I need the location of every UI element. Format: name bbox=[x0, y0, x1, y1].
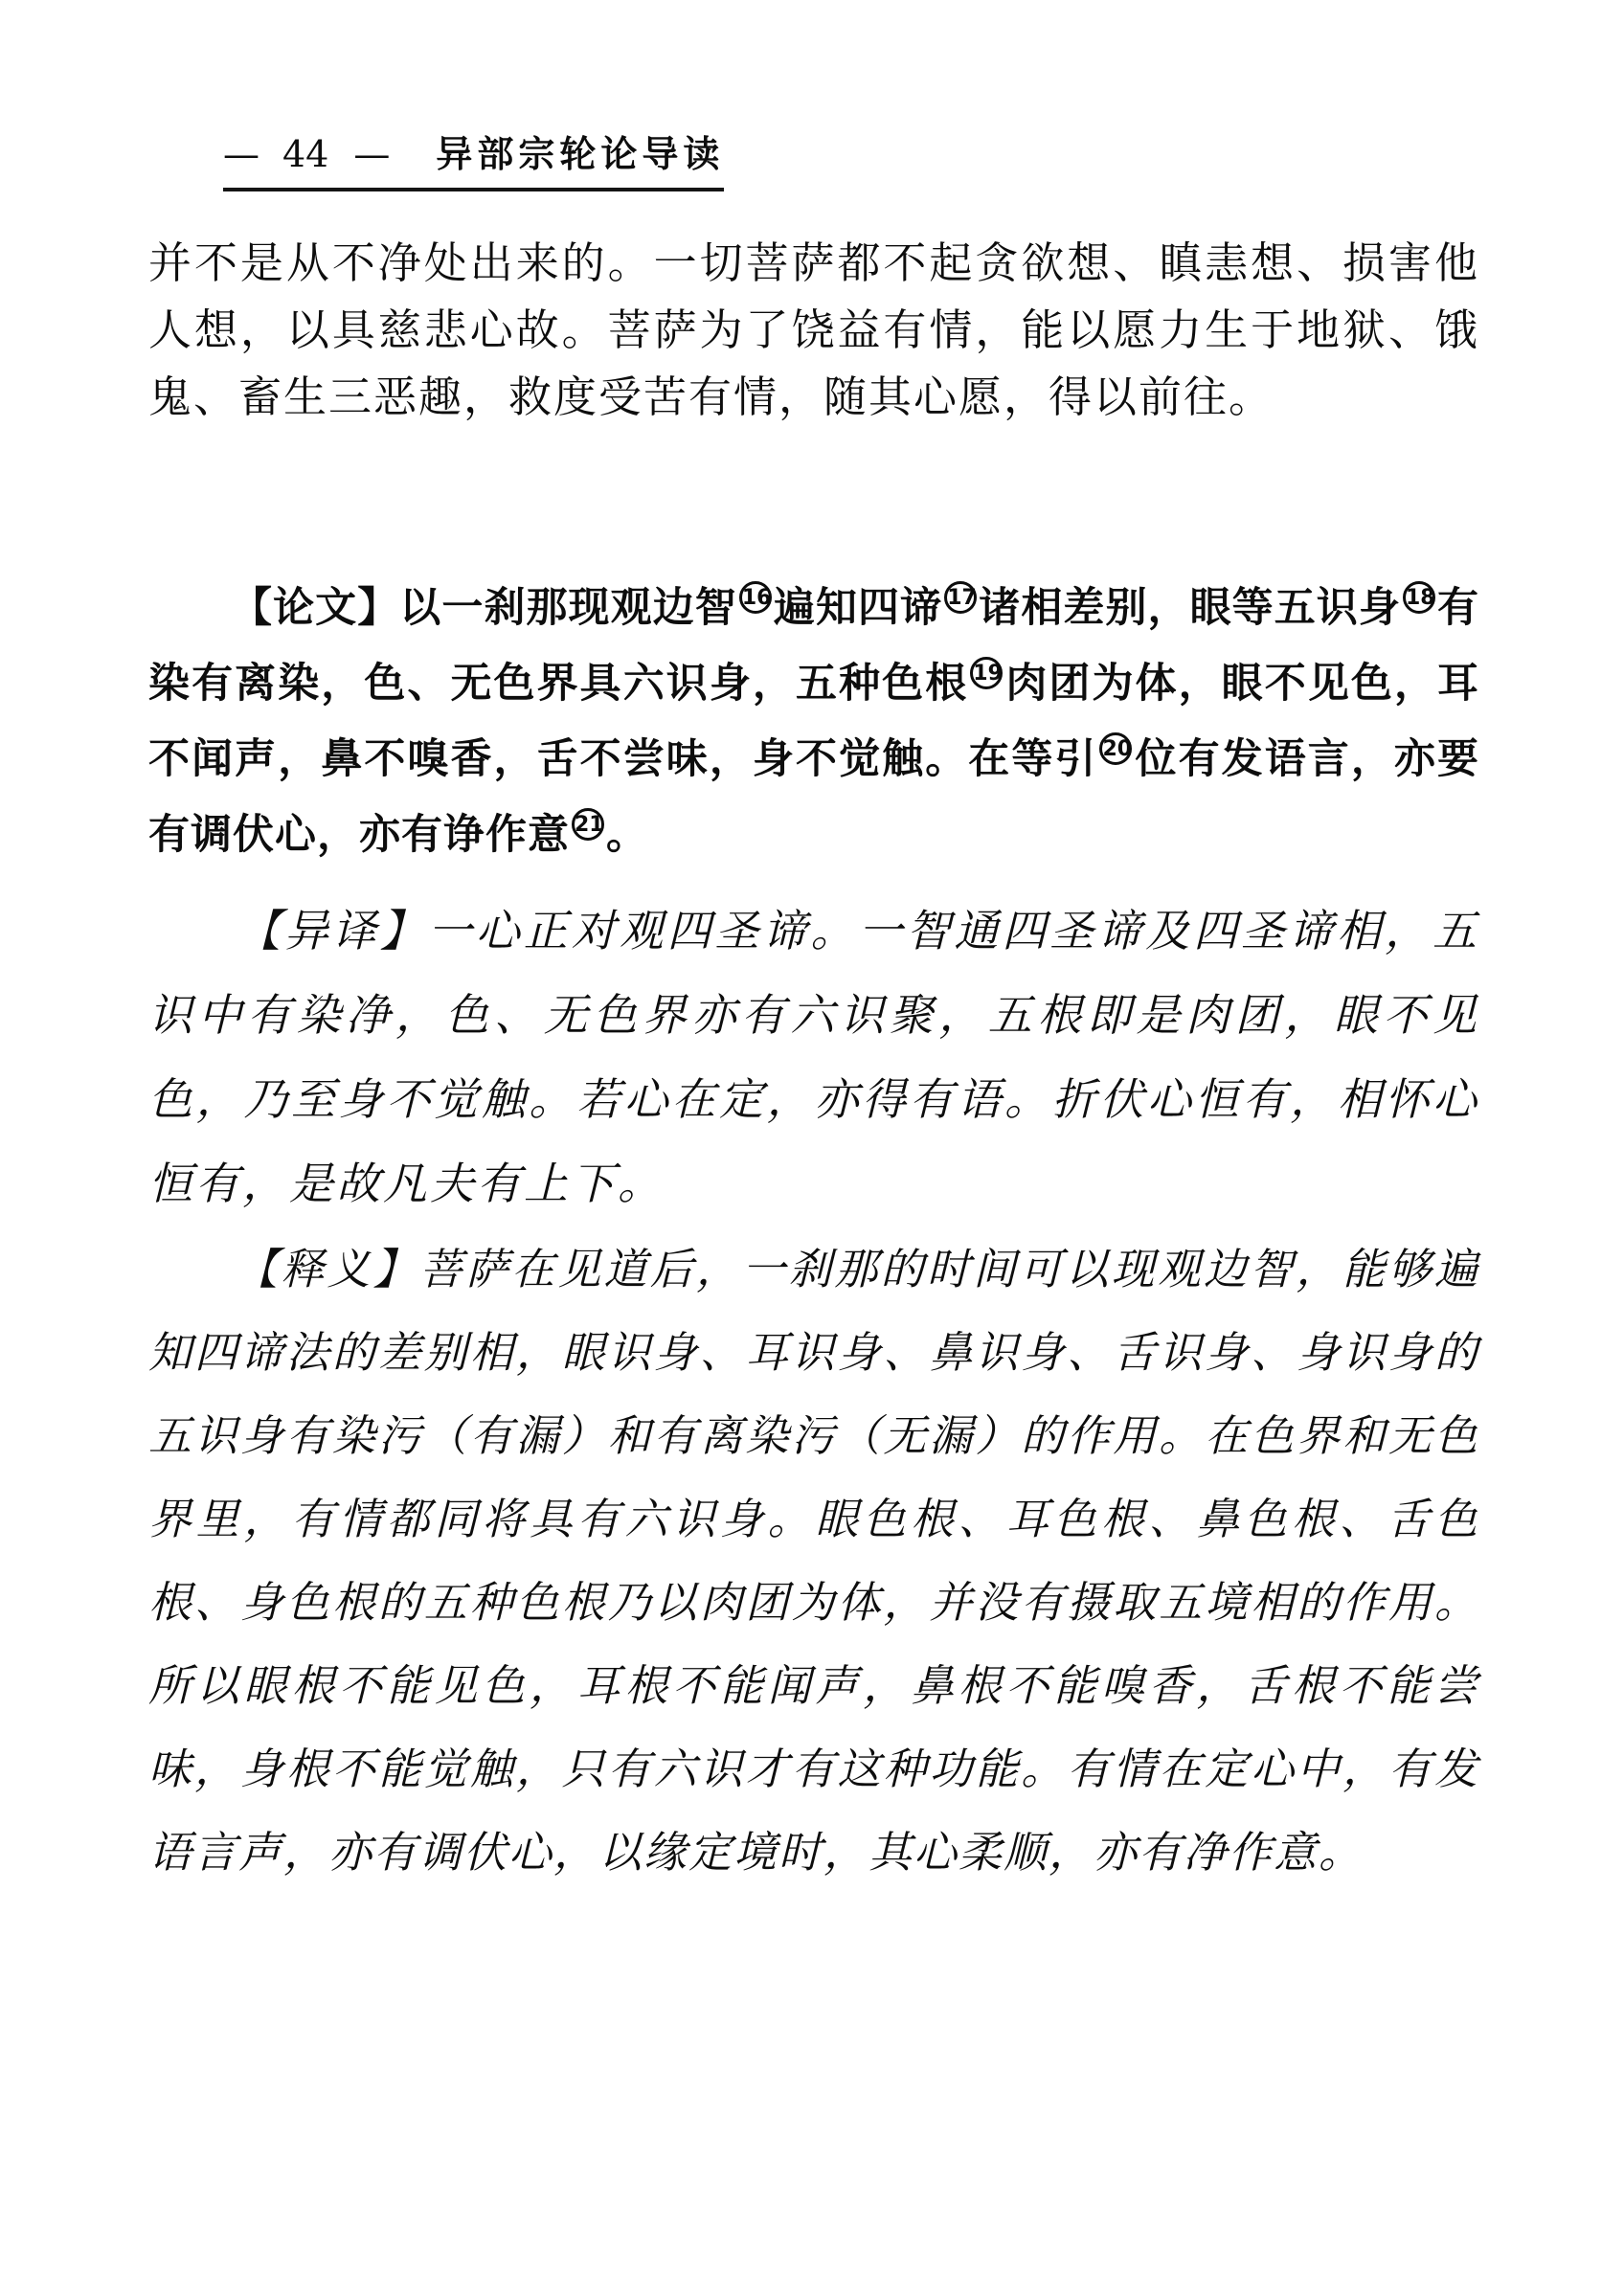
shiyi-text: 菩萨在见道后，一刹那的时间可以现观边智，能够遍知四谛法的差别相，眼识身、耳识身、鼻识身、舌识身、身识身的五识身有染污（有漏）和有离染污（无漏）的作用。在色界和无色界里，有情都同将具有六识身。眼色根、耳色根、鼻色根、舌色根、身色根的五种色根乃以肉团为体，并没有摄取五境相的作用。所以眼根不能见色，耳根不能闻声，鼻根不能嗅香，舌根不能尝味，身根不能觉触，只有六识才有这种功能。有情在定心中，有发语言声，亦有调伏心，以缘定境时，其心柔顺，亦有净作意。 bbox=[148, 1244, 1479, 1878]
footnote-marker: 19 bbox=[970, 657, 1003, 689]
yiyi-text: 一心正对观四圣谛。一智通四圣谛及四圣谛相，五识中有染净，色、无色界亦有六识聚，五根即是肉团，眼不见色，乃至身不觉触。若心在定，亦得有语。折伏心恒有，相怀心恒有，是故凡夫有上下。 bbox=[148, 905, 1480, 1209]
footnote-marker: 20 bbox=[1099, 732, 1132, 765]
page-number: 44 bbox=[282, 133, 329, 175]
footnote-marker: 21 bbox=[572, 808, 604, 841]
lunwen-text: 以一刹那现观边智 $^{16}$遍知四谛 $^{17}$诸相差别，眼等五识身 $^{18}$有染有离染，色、无色界具六识身，五种色根 $^{19}$肉团为体，眼不见色，耳不闻声，鼻不嗅香，舌不尝味，身不觉触。在等引 $^{20}$位有发语言，亦要有调伏心，亦有诤作意 $^{21}$。 bbox=[148, 584, 1479, 859]
shiyi-label: 【释义】 bbox=[235, 1244, 419, 1294]
yiyi-label: 【异译】 bbox=[237, 905, 428, 956]
book-title: 异部宗轮论导读 bbox=[436, 132, 725, 175]
page-number-dash-left: — bbox=[223, 133, 259, 175]
footnote-marker: 17 bbox=[944, 581, 977, 614]
footnote-marker: 16 bbox=[739, 581, 772, 614]
page-number-dash-right: — bbox=[353, 133, 391, 175]
footnote-marker: 18 bbox=[1403, 581, 1435, 614]
running-head-rule bbox=[223, 132, 724, 191]
paragraph-shiyi bbox=[148, 1227, 1479, 1894]
paragraph-continuation: 并不是从不净处出来的。一切菩萨都不起贪欲想、瞋恚想、损害他人想，以具慈悲心故。菩萨为了饶益有情，能以愿力生于地狱、饿鬼、畜生三恶趣，救度受苦有情，随其心愿，得以前往。 bbox=[148, 237, 1479, 422]
running-head bbox=[223, 132, 1479, 191]
paragraph-lunwen bbox=[148, 571, 1479, 873]
paragraph-yiyi bbox=[148, 889, 1479, 1226]
lunwen-label: 【论文】 bbox=[231, 584, 400, 632]
